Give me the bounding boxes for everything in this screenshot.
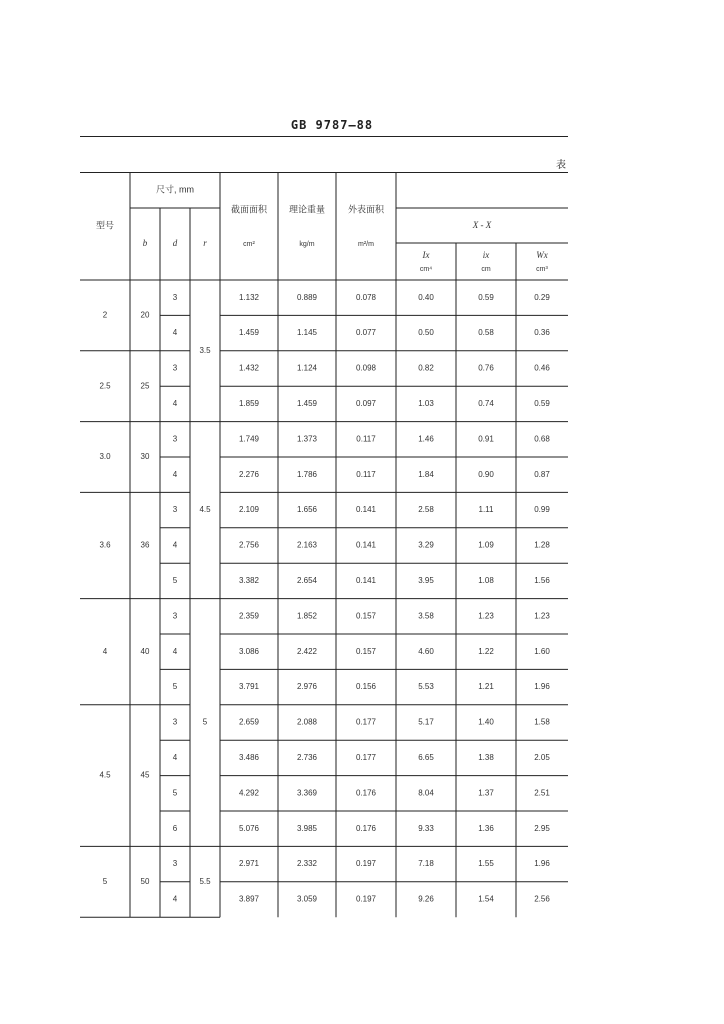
- cell-surface: 0.078: [355, 292, 377, 302]
- cell-surface: 0.157: [355, 611, 377, 621]
- cell-Wx: 2.51: [534, 788, 550, 798]
- cell-weight: 1.124: [296, 363, 318, 373]
- cell-Wx: 1.96: [534, 859, 550, 869]
- cell-d: 4: [172, 399, 178, 409]
- cell-Ix: 4.60: [418, 646, 434, 656]
- cell-Wx: 1.60: [534, 646, 550, 656]
- cell-surface: 0.197: [355, 859, 377, 869]
- cell-weight: 2.163: [296, 540, 318, 550]
- cell-ix: 1.40: [478, 717, 494, 727]
- group-b: 25: [140, 381, 150, 391]
- col-header-Wx: Wx: [536, 250, 548, 261]
- r-value: 3.5: [199, 345, 211, 355]
- cell-weight: 2.422: [296, 646, 318, 656]
- cell-d: 3: [172, 363, 178, 373]
- cell-weight: 1.786: [296, 469, 318, 479]
- cell-d: 5: [172, 788, 178, 798]
- cell-ix: 1.36: [478, 823, 494, 833]
- cell-surface: 0.098: [355, 363, 377, 373]
- cell-area: 3.791: [238, 682, 260, 692]
- cell-ix: 1.21: [478, 682, 494, 692]
- cell-surface: 0.097: [355, 399, 377, 409]
- col-header-Ix: Ix: [422, 250, 430, 261]
- cell-surface: 0.176: [355, 788, 377, 798]
- col-header-weight: 理论重量: [288, 204, 326, 215]
- cell-weight: 3.059: [296, 894, 318, 904]
- col-header-surface-unit: m²/m: [358, 240, 374, 248]
- cell-weight: 1.373: [296, 434, 318, 444]
- cell-surface: 0.141: [355, 505, 377, 515]
- cell-Ix: 5.17: [418, 717, 434, 727]
- cell-area: 1.432: [238, 363, 260, 373]
- cell-Wx: 1.56: [534, 576, 550, 586]
- cell-Ix: 1.46: [418, 434, 434, 444]
- cell-area: 1.859: [238, 399, 260, 409]
- cell-Wx: 1.96: [534, 682, 550, 692]
- cell-d: 4: [172, 646, 178, 656]
- col-header-axis: X - X: [472, 220, 492, 231]
- cell-Ix: 3.29: [418, 540, 434, 550]
- cell-area: 1.749: [238, 434, 260, 444]
- cell-weight: 1.145: [296, 328, 318, 338]
- cell-Ix: 3.58: [418, 611, 434, 621]
- col-header-ix: ix: [482, 250, 490, 261]
- cell-Wx: 1.58: [534, 717, 550, 727]
- cell-d: 3: [172, 717, 178, 727]
- cell-Ix: 9.26: [418, 894, 434, 904]
- cell-Ix: 0.40: [418, 292, 434, 302]
- cell-weight: 3.369: [296, 788, 318, 798]
- cell-Ix: 0.50: [418, 328, 434, 338]
- cell-Ix: 2.58: [418, 505, 434, 515]
- cell-Wx: 2.56: [534, 894, 550, 904]
- group-b: 30: [140, 452, 150, 462]
- cell-Ix: 3.95: [418, 576, 434, 586]
- cell-ix: 0.59: [478, 292, 494, 302]
- cell-Ix: 8.04: [418, 788, 434, 798]
- cell-ix: 0.74: [478, 399, 494, 409]
- cell-weight: 1.852: [296, 611, 318, 621]
- cell-Wx: 2.95: [534, 823, 550, 833]
- cell-Wx: 0.36: [534, 328, 550, 338]
- document-title: GB 9787—88: [290, 118, 374, 132]
- col-header-weight-unit: kg/m: [299, 240, 315, 248]
- cell-area: 1.132: [238, 292, 260, 302]
- group-model: 5: [102, 876, 108, 886]
- cell-d: 3: [172, 859, 178, 869]
- cell-area: 4.292: [238, 788, 260, 798]
- group-b: 36: [140, 540, 150, 550]
- cell-Wx: 0.46: [534, 363, 550, 373]
- cell-weight: 2.654: [296, 576, 318, 586]
- cell-surface: 0.157: [355, 646, 377, 656]
- col-header-ix-unit: cm: [481, 265, 491, 273]
- group-model: 2.5: [99, 381, 111, 391]
- table-caption: 表: [556, 160, 566, 171]
- cell-weight: 2.088: [296, 717, 318, 727]
- group-b: 40: [140, 646, 150, 656]
- cell-surface: 0.197: [355, 894, 377, 904]
- cell-d: 3: [172, 434, 178, 444]
- cell-weight: 2.332: [296, 859, 318, 869]
- cell-Wx: 0.59: [534, 399, 550, 409]
- cell-ix: 0.90: [478, 469, 494, 479]
- r-value: 5: [202, 717, 208, 727]
- cell-surface: 0.077: [355, 328, 377, 338]
- group-model: 3.0: [99, 452, 111, 462]
- cell-Ix: 5.53: [418, 682, 434, 692]
- cell-Wx: 0.29: [534, 292, 550, 302]
- cell-d: 5: [172, 682, 178, 692]
- col-header-surface: 外表面积: [347, 204, 385, 215]
- cell-Wx: 0.99: [534, 505, 550, 515]
- cell-Wx: 2.05: [534, 753, 550, 763]
- cell-Wx: 1.28: [534, 540, 550, 550]
- group-b: 50: [140, 876, 150, 886]
- r-value: 4.5: [199, 505, 211, 515]
- cell-area: 5.076: [238, 823, 260, 833]
- col-header-b: b: [142, 238, 148, 249]
- col-header-dims: 尺寸, mm: [156, 184, 194, 195]
- col-header-area-unit: cm²: [243, 240, 255, 248]
- col-header-model: 型号: [95, 220, 115, 231]
- cell-area: 3.897: [238, 894, 260, 904]
- col-header-d: d: [172, 238, 178, 249]
- cell-ix: 1.11: [478, 505, 494, 515]
- cell-surface: 0.156: [355, 682, 377, 692]
- cell-d: 3: [172, 505, 178, 515]
- cell-ix: 1.22: [478, 646, 494, 656]
- cell-weight: 2.736: [296, 753, 318, 763]
- cell-area: 2.276: [238, 469, 260, 479]
- group-model: 4.5: [99, 770, 111, 780]
- cell-d: 3: [172, 292, 178, 302]
- cell-Ix: 1.84: [418, 469, 434, 479]
- cell-area: 2.971: [238, 859, 260, 869]
- cell-d: 4: [172, 894, 178, 904]
- cell-ix: 1.38: [478, 753, 494, 763]
- cell-Ix: 0.82: [418, 363, 434, 373]
- group-b: 20: [140, 310, 150, 320]
- group-model: 2: [102, 310, 108, 320]
- cell-surface: 0.177: [355, 717, 377, 727]
- cell-area: 2.659: [238, 717, 260, 727]
- cell-Wx: 0.68: [534, 434, 550, 444]
- cell-d: 4: [172, 328, 178, 338]
- cell-area: 3.382: [238, 576, 260, 586]
- cell-Ix: 7.18: [418, 859, 434, 869]
- cell-surface: 0.141: [355, 540, 377, 550]
- cell-ix: 1.37: [478, 788, 494, 798]
- cell-Wx: 0.87: [534, 469, 550, 479]
- cell-d: 5: [172, 576, 178, 586]
- cell-surface: 0.176: [355, 823, 377, 833]
- cell-ix: 1.55: [478, 859, 494, 869]
- cell-area: 1.459: [238, 328, 260, 338]
- cell-surface: 0.177: [355, 753, 377, 763]
- cell-ix: 0.91: [478, 434, 494, 444]
- cell-d: 6: [172, 823, 178, 833]
- cell-weight: 3.985: [296, 823, 318, 833]
- cell-ix: 0.58: [478, 328, 494, 338]
- cell-d: 4: [172, 540, 178, 550]
- cell-surface: 0.117: [356, 469, 376, 479]
- cell-surface: 0.141: [355, 576, 377, 586]
- group-b: 45: [140, 770, 150, 780]
- cell-d: 4: [172, 469, 178, 479]
- col-header-Wx-unit: cm³: [536, 265, 548, 273]
- cell-ix: 1.23: [478, 611, 494, 621]
- cell-Ix: 6.65: [418, 753, 434, 763]
- cell-Wx: 1.23: [534, 611, 550, 621]
- cell-weight: 1.656: [296, 505, 318, 515]
- cell-area: 2.109: [238, 505, 260, 515]
- cell-ix: 1.09: [478, 540, 494, 550]
- cell-area: 3.486: [238, 753, 260, 763]
- cell-area: 2.359: [238, 611, 260, 621]
- r-value: 5.5: [199, 876, 211, 886]
- cell-area: 3.086: [238, 646, 260, 656]
- cell-Ix: 1.03: [418, 399, 434, 409]
- col-header-Ix-unit: cm⁴: [419, 265, 433, 273]
- cell-area: 2.756: [238, 540, 260, 550]
- cell-weight: 0.889: [296, 292, 318, 302]
- cell-d: 4: [172, 753, 178, 763]
- cell-weight: 1.459: [296, 399, 318, 409]
- cell-surface: 0.117: [356, 434, 376, 444]
- cell-d: 3: [172, 611, 178, 621]
- group-model: 3.6: [99, 540, 111, 550]
- cell-ix: 0.76: [478, 363, 494, 373]
- group-model: 4: [102, 646, 108, 656]
- cell-Ix: 9.33: [418, 823, 434, 833]
- cell-ix: 1.54: [478, 894, 494, 904]
- cell-weight: 2.976: [296, 682, 318, 692]
- col-header-r: r: [203, 238, 207, 249]
- col-header-area: 截面面积: [230, 204, 268, 215]
- cell-ix: 1.08: [478, 576, 494, 586]
